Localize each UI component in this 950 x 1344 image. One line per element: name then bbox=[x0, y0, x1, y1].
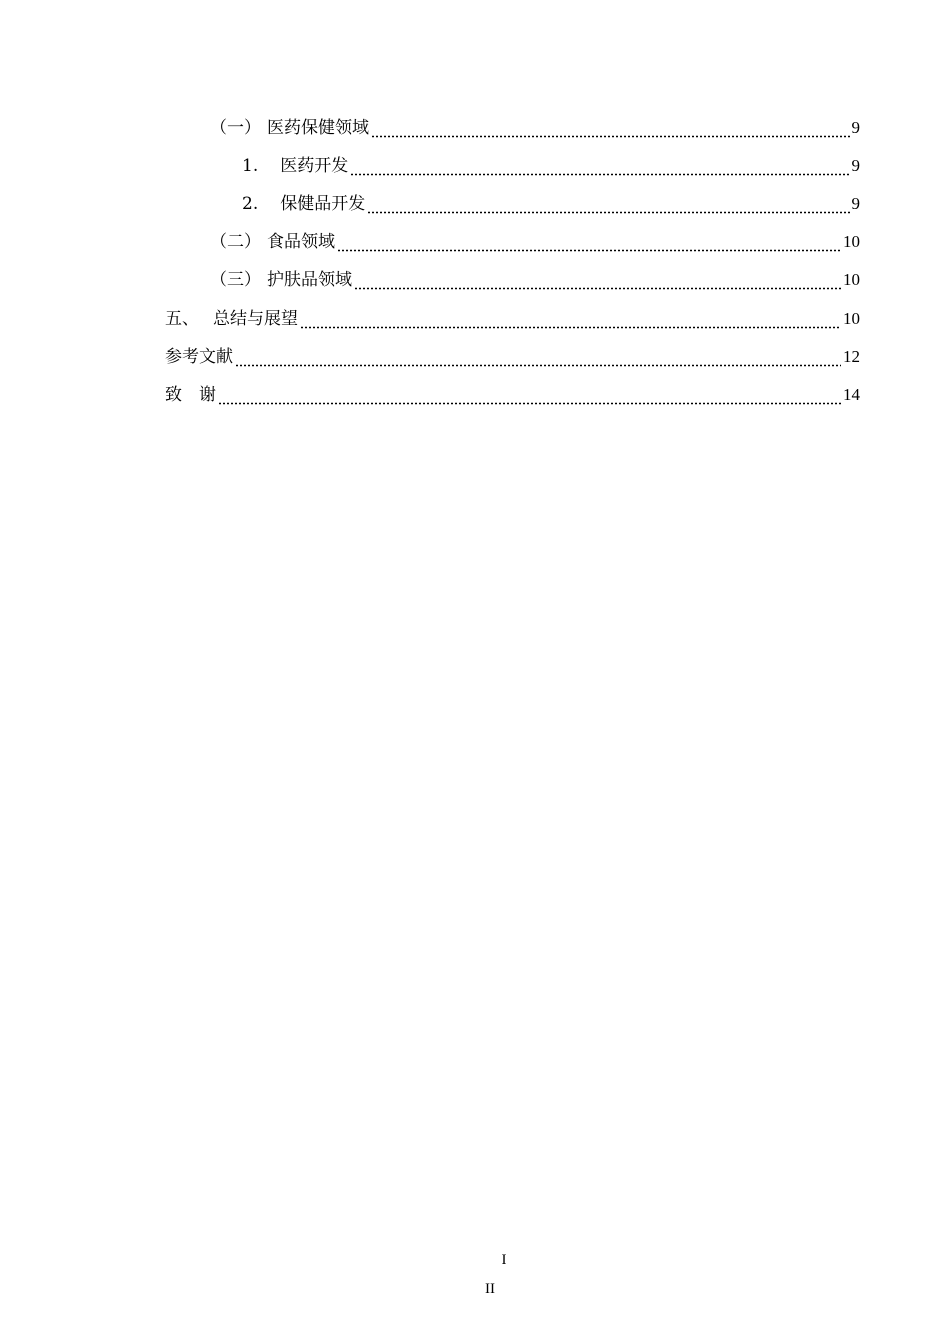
toc-dot-leader bbox=[337, 231, 841, 253]
toc-entry-title: 护肤品领域 bbox=[267, 270, 352, 290]
toc-entry-title: 致 谢 bbox=[165, 385, 216, 405]
toc-entry-page: 12 bbox=[843, 347, 860, 366]
toc-entry-title: 食品领域 bbox=[267, 232, 335, 252]
page-number-roman: II bbox=[485, 1281, 495, 1297]
toc-entry-title: 医药开发 bbox=[280, 156, 349, 176]
toc-dot-leader bbox=[354, 269, 841, 291]
toc-entry-number: 1. bbox=[242, 156, 259, 176]
toc-dot-leader bbox=[235, 346, 841, 368]
toc-entry[interactable] bbox=[210, 267, 860, 291]
toc-entry[interactable] bbox=[242, 153, 860, 177]
toc-entry-title: 参考文献 bbox=[165, 347, 233, 367]
toc-entry-page: 10 bbox=[843, 232, 860, 251]
toc-entry[interactable] bbox=[242, 191, 860, 215]
toc-dot-leader bbox=[350, 155, 849, 177]
toc-entry-title: 总结与展望 bbox=[213, 309, 298, 329]
toc-entry[interactable] bbox=[165, 382, 860, 406]
toc-dot-leader bbox=[367, 193, 849, 215]
toc-entry[interactable] bbox=[165, 344, 860, 368]
toc-entry-number: 2. bbox=[242, 194, 259, 214]
toc-entry-page: 10 bbox=[843, 270, 860, 289]
toc-dot-leader bbox=[371, 117, 850, 139]
toc-entry-page: 14 bbox=[843, 385, 860, 404]
toc-entry-title: 医药保健领域 bbox=[267, 118, 369, 138]
toc-entry-page: 9 bbox=[851, 194, 860, 213]
page-number-roman: I bbox=[501, 1252, 507, 1268]
toc-entry-number: 五、 bbox=[165, 309, 199, 329]
toc-dot-leader bbox=[218, 384, 841, 406]
toc-entry[interactable] bbox=[210, 115, 860, 139]
toc-entry-page: 9 bbox=[851, 156, 860, 175]
toc-entry[interactable] bbox=[165, 306, 860, 330]
toc-entry-title: 保健品开发 bbox=[280, 194, 366, 214]
table-of-contents bbox=[0, 0, 950, 420]
toc-dot-leader bbox=[300, 308, 841, 330]
toc-entry-page: 10 bbox=[843, 309, 860, 328]
toc-entry-page: 9 bbox=[851, 118, 860, 137]
toc-entry-number: （二） bbox=[210, 232, 261, 252]
toc-entry[interactable] bbox=[210, 229, 860, 253]
toc-entry-number: （三） bbox=[210, 270, 261, 290]
toc-entry-number: （一） bbox=[210, 118, 261, 138]
